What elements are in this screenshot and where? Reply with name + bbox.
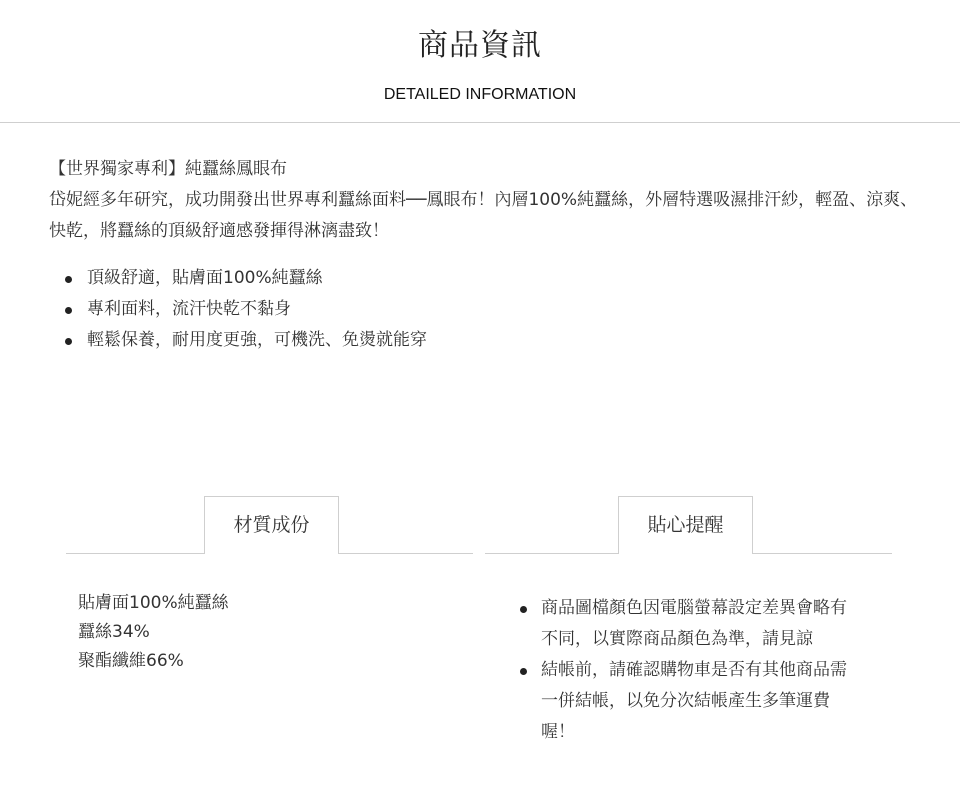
list-item: 結帳前，請確認購物車是否有其他商品需一併結帳，以免分次結帳產生多筆運費喔！ xyxy=(515,655,855,748)
intro-headline: 【世界獨家專利】純蠶絲鳳眼布 xyxy=(49,159,287,179)
material-line: 貼膚面100%純蠶絲 xyxy=(78,593,229,613)
material-section xyxy=(66,496,473,795)
material-list xyxy=(78,589,229,676)
list-item: 輕鬆保養，耐用度更強，可機洗、免燙就能穿 xyxy=(49,325,909,356)
material-line: 蠶絲34% xyxy=(78,622,150,642)
material-line: 聚酯纖維66% xyxy=(78,651,184,671)
page-title: 商品資訊 xyxy=(418,28,542,63)
product-intro xyxy=(49,154,919,247)
page-subtitle: DETAILED INFORMATION xyxy=(383,86,577,103)
feature-list xyxy=(49,263,909,356)
list-item: 商品圖檔顏色因電腦螢幕設定差異會略有不同，以實際商品顏色為準，請見諒 xyxy=(515,593,855,655)
list-item: 頂級舒適，貼膚面100%純蠶絲 xyxy=(49,263,909,294)
product-info-header xyxy=(0,0,960,123)
notice-section xyxy=(485,496,892,795)
list-item: 專利面料，流汗快乾不黏身 xyxy=(49,294,909,325)
notice-list xyxy=(515,593,855,748)
tab-material[interactable]: 材質成份 xyxy=(204,496,339,554)
intro-body: 岱妮經多年研究，成功開發出世界專利蠶絲面料──鳳眼布！內層100%純蠶絲，外層特選吸濕排汗紗，輕盈、涼爽、快乾，將蠶絲的頂級舒適感發揮得淋漓盡致！ xyxy=(49,190,918,241)
tab-notice[interactable]: 貼心提醒 xyxy=(618,496,753,554)
